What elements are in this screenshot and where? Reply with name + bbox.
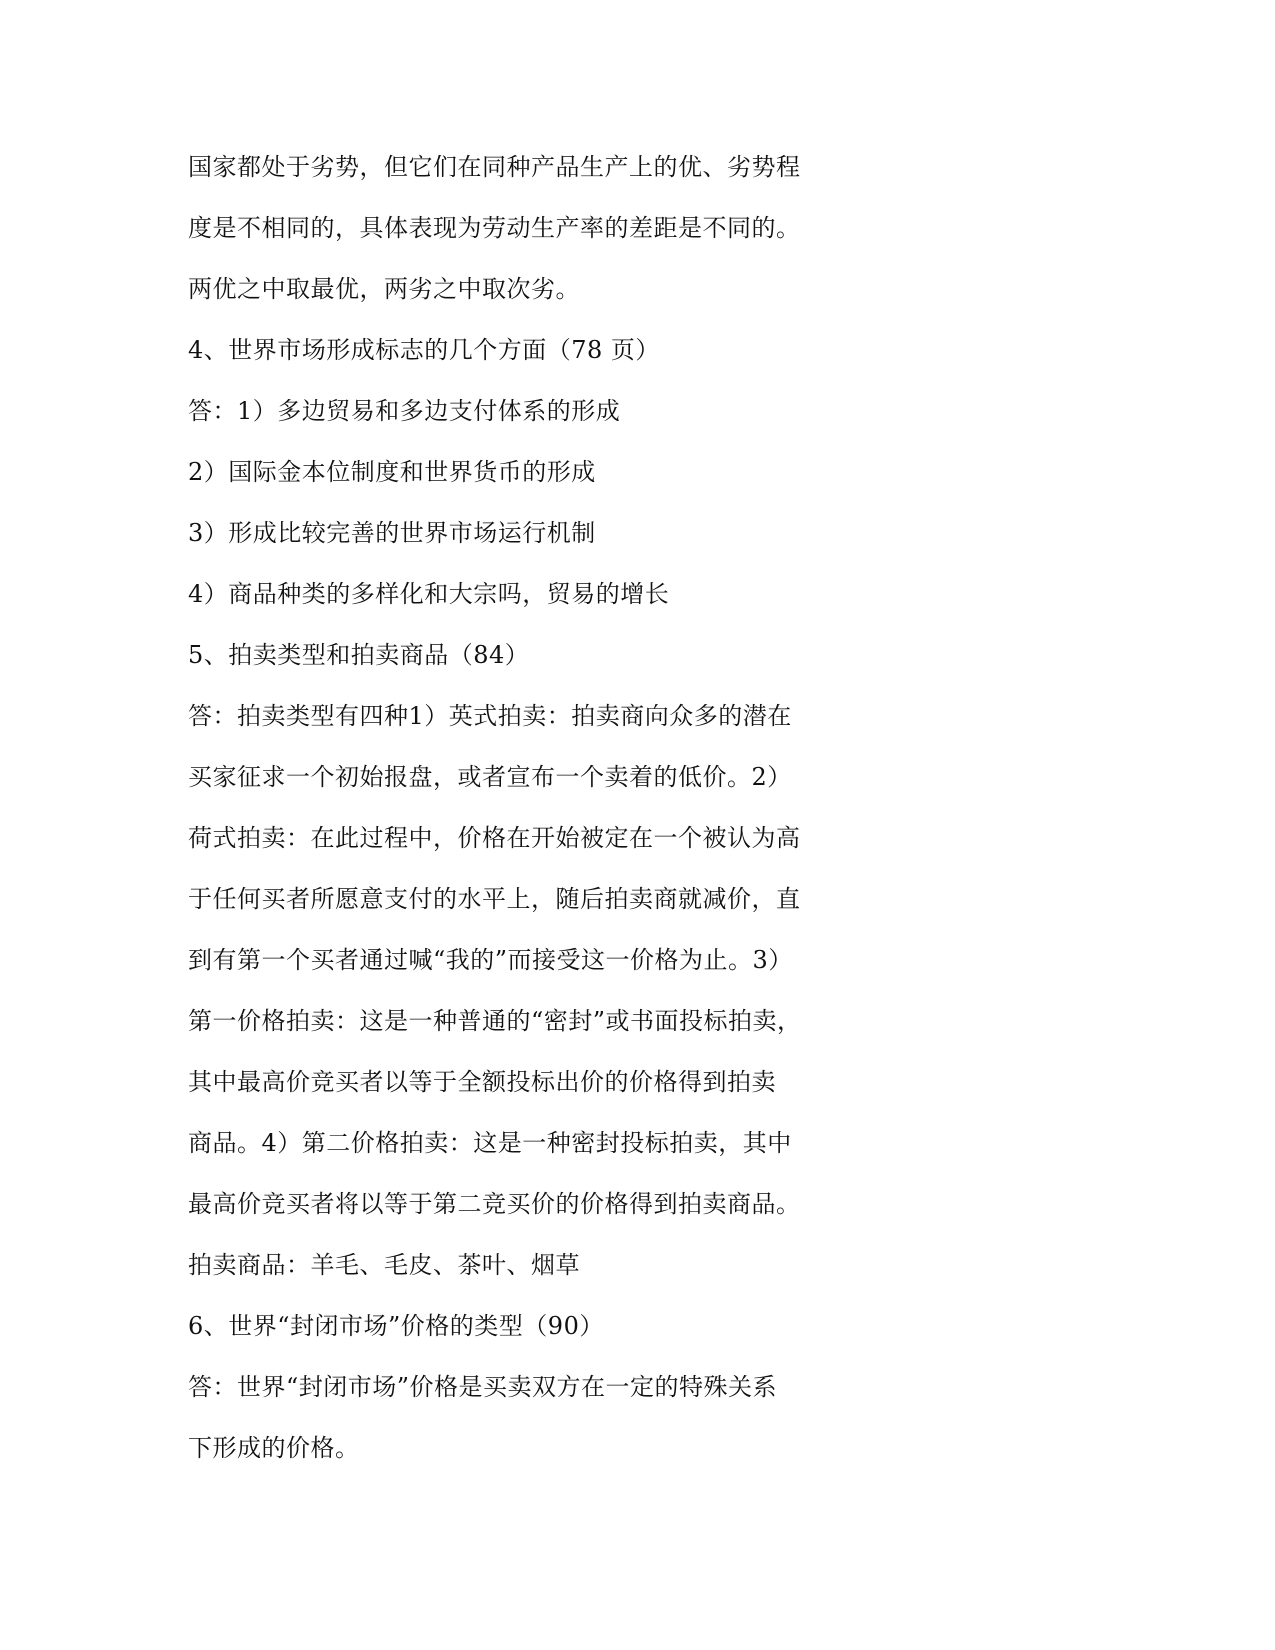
answer-line: 答：1）多边贸易和多边支付体系的形成: [188, 397, 621, 425]
question-heading: 4、世界市场形成标志的几个方面（78 页）: [188, 336, 660, 364]
answer-line: 到有第一个买者通过喊“我的”而接受这一价格为止。3）: [188, 946, 793, 974]
answer-line: 3）形成比较完善的世界市场运行机制: [188, 519, 596, 547]
answer-line: 荷式拍卖：在此过程中，价格在开始被定在一个被认为高: [188, 824, 801, 852]
answer-line: 最高价竞买者将以等于第二竞买价的价格得到拍卖商品。: [188, 1190, 801, 1218]
text-line: 度是不相同的，具体表现为劳动生产率的差距是不同的。: [188, 214, 801, 242]
question-heading: 6、世界“封闭市场”价格的类型（90）: [188, 1312, 604, 1340]
text-line: 国家都处于劣势，但它们在同种产品生产上的优、劣势程: [188, 153, 801, 181]
answer-line: 下形成的价格。: [188, 1434, 360, 1462]
document-text: [188, 137, 828, 1479]
answer-line: 商品。4）第二价格拍卖：这是一种密封投标拍卖，其中: [188, 1129, 792, 1157]
answer-line: 第一价格拍卖：这是一种普通的“密封”或书面投标拍卖，: [188, 1007, 802, 1035]
answer-line: 2）国际金本位制度和世界货币的形成: [188, 458, 596, 486]
answer-line: 4）商品种类的多样化和大宗吗，贸易的增长: [188, 580, 670, 608]
text-line: 两优之中取最优，两劣之中取次劣。: [188, 275, 580, 303]
question-heading: 5、拍卖类型和拍卖商品（84）: [188, 641, 530, 669]
answer-line: 于任何买者所愿意支付的水平上，随后拍卖商就减价，直: [188, 885, 801, 913]
answer-line: 其中最高价竞买者以等于全额投标出价的价格得到拍卖: [188, 1068, 776, 1096]
answer-line: 答：拍卖类型有四种1）英式拍卖：拍卖商向众多的潜在: [188, 702, 792, 730]
answer-line: 答：世界“封闭市场”价格是买卖双方在一定的特殊关系: [188, 1373, 778, 1401]
answer-line: 买家征求一个初始报盘，或者宣布一个卖着的低价。2）: [188, 763, 792, 791]
answer-line: 拍卖商品：羊毛、毛皮、茶叶、烟草: [188, 1251, 580, 1279]
